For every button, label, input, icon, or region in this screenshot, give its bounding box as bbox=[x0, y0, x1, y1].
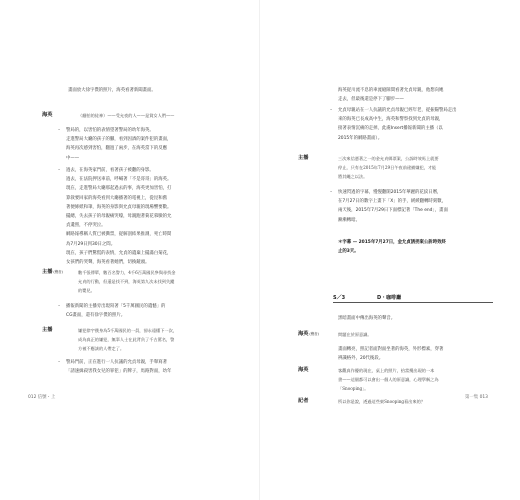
speaker-label: 海英 bbox=[298, 367, 309, 373]
action-block: 過去，在海英家門前，看著孩子被翻的身影。 過去，在法院押送車前，呼喊著「不是哥哥」的海英。 現在，走進警局大廳那起過去的事，海英更加害怕，打 算敘要回家的海英看到大廳播著的電視上，從昆和舊 著便條紙和筆，海英的身影與允貞母親的現場響要數。 擺總，失去孩子的母親痛哭嚎，母親跑著菊花慕臉的允 貞遺照，不停哭泣。 網路報導稱人質已被撕票，從解剖結果推測，死亡時間 為7月29日到30日之間。 現在，孩子們驚慌的表情，允貞的遺棄上擺滿白菊花， 女孩們的哭聲，海英看著她們，切換鏡頭。 bbox=[66, 168, 172, 266]
speaker-label: 主播 bbox=[298, 155, 309, 161]
subtitle-caption: ＊字幕 — 2015年7月27日，金允貞誘拐案公訴時效終 止的3天。 bbox=[338, 240, 446, 255]
speaker-label: 主播(聲音) bbox=[42, 269, 63, 275]
action-block: 播報新聞的主播旁出現寫著「5千萬國民的遺憾」的 CG畫面，還有徐字僕的照片。 bbox=[66, 304, 166, 319]
action-line: 黑暗畫面中傳出海英的聲音。 bbox=[338, 316, 396, 321]
dialogue: （翻拍的徒神）——受允夜的人——是貸女人們—— bbox=[78, 113, 175, 118]
action-block: 警局門前，正在進行一人抗議的允貞母親，手舉寫著 「請速緝殺害我女兒的罪犯」的牌子，馬路對面，幼年 bbox=[66, 360, 172, 375]
dialogue: 所以你是說，透過這些東Snooping看出來的？ bbox=[338, 399, 426, 404]
action-block: 允貞母親站在一人抗議的允貞母親已經年老，從振陽警局走出 來的海英已長成高中生，海英和警察找到允貞的母親， 接著表情沉痛的走掉，此處Insert播報新聞的主播（以 2015年的網路畫面）。 bbox=[338, 108, 457, 141]
speaker-label: 主播 bbox=[42, 327, 53, 333]
bullet-dash: – bbox=[58, 360, 61, 365]
dialogue: 問題在於原意識。 bbox=[338, 332, 372, 337]
bullet-dash: – bbox=[330, 108, 333, 113]
scene-number: S／3 bbox=[333, 295, 346, 301]
dialogue: 數千張傳單，數百名警力，4千6百萬國民參與尋找金 允貞的行動，但還是找不到，海英第九次未找到失蹤 的嬰兒。 bbox=[78, 270, 176, 293]
action-line: 畫面放大徐字僕的照片，海英看著新聞畫面。 bbox=[68, 88, 156, 93]
page-footer: 第一集 013 bbox=[465, 395, 488, 400]
action-block: 快速閃過的字幕，慢慢翻開2015年華麗的花紋日曆， 在7月27日的數字上畫下「X」的手，緩緩翻轉時刻數， 兩天後，2015年7月29日下面標記著「The end」，畫面 漸漸轉暗。 bbox=[338, 190, 448, 223]
dialogue: 嫌犯徐宇僕身為5千萬國民的一員，卻永遠懂下一次， 成為真正的嫌犯，無辜人士在此背負了千古罵名，警 方被不應該的人帶走了。 bbox=[78, 328, 177, 351]
action-block: 畫面轉亮，照記者面對面坐著的海英，外形標素，穿著 辨識格外，20代後段。 bbox=[338, 347, 444, 362]
right-page-lower bbox=[260, 0, 520, 500]
speaker-label: 海英 bbox=[42, 112, 53, 118]
page-footer: 012 信號・上 bbox=[28, 395, 56, 400]
dialogue: 三次來信憑著之一的金允貞綁票案，公訴時效馬上就要 停止，只有在2015年7月29日午夜前逮捕嫌犯，才能 將其繩之以法。 bbox=[338, 156, 439, 179]
speaker-label: 記者 bbox=[298, 398, 309, 404]
speaker-label: 海英(聲音) bbox=[298, 331, 319, 337]
action-block: 警局的，以害怕的表情望著警局的幼年海英。 走進警局大廳的孩子的腳，看到因酒的案件犯的畫面， 海英再次感到害怕，翻過了兩步，在海英當下的反應 中—— bbox=[66, 128, 172, 161]
bullet-dash: – bbox=[58, 168, 61, 173]
dialogue: 客觀真作優的現在，桌上的照片，拾當攪出現的一本 書——這個都可以會出一個人的原意識，心理學稱之為 「Snooping」。 bbox=[338, 368, 439, 391]
bullet-dash: – bbox=[58, 304, 61, 309]
action-line: 海英從川流不息的車流縫隙間看著允貞母親，他想向她 走去，但最後還是停下了腳步—— bbox=[338, 88, 444, 103]
scene-title: D・咖啡廳 bbox=[377, 295, 402, 301]
bullet-dash: – bbox=[58, 128, 61, 133]
bullet-dash: – bbox=[330, 190, 333, 195]
